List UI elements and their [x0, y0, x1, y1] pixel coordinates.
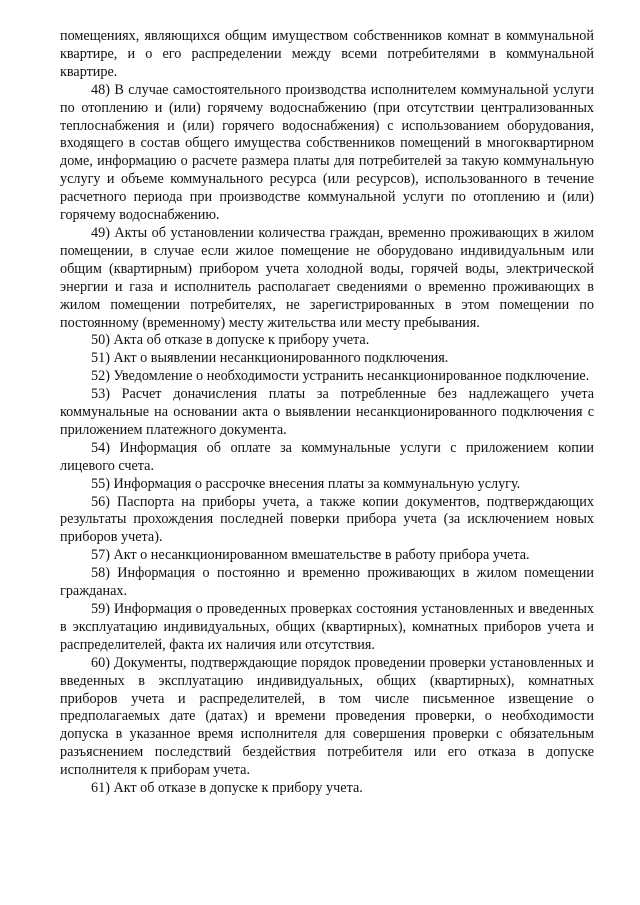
- paragraph-item-50: 50) Акта об отказе в допуске к прибору учета.: [91, 332, 370, 349]
- paragraph-item-61: 61) Акт об отказе в допуске к прибору учета.: [91, 780, 363, 797]
- paragraph-item-55: 55) Информация о рассрочке внесения платы за коммунальную услугу.: [91, 475, 521, 492]
- paragraph-item-53: 53) Расчет доначисления платы за потребленные без надлежащего учета коммунальные на основании акта о выявлении несанкционированного подключения с приложением платежного документа.: [60, 386, 594, 438]
- paragraph-item-59: 59) Информация о проведенных проверках состояния установленных и введенных в эксплуатацию индивидуальных, общих (квартирных), комнатных приборов учета и распределителей, факта их наличия или отсутствия.: [60, 601, 594, 653]
- paragraph-item-56: 56) Паспорта на приборы учета, а также копии документов, подтверждающих результаты прохождения последней поверки прибора учета (за исключением новых приборов учета).: [60, 493, 594, 546]
- paragraph-item-57: 57) Акт о несанкционированном вмешательстве в работу прибора учета.: [91, 547, 530, 564]
- paragraph-item-58: 58) Информация о постоянно и временно проживающих в жилом помещении гражданах.: [60, 565, 594, 600]
- paragraph-item-49: 49) Акты об установлении количества граждан, временно проживающих в жилом помещении, в случае если жилое помещение не оборудовано индивидуальным или общим (квартирным) прибором учета холодной воды, горячей воды, электрической энергии и газа и исполнитель располагает сведениями о временно проживающих в жилом помещении потребителях, не зарегистрированных в этом помещении по постоянному (временному) месту жительства или месту пребывания.: [60, 224, 594, 331]
- paragraph-item-54: 54) Информация об оплате за коммунальные услуги с приложением копии лицевого счета.: [60, 439, 594, 474]
- paragraph-item-52: 52) Уведомление о необходимости устранить несанкционированное подключение.: [91, 368, 590, 385]
- paragraph-continuation: помещениях, являющихся общим имуществом собственников комнат в коммунальной квартире, и о его распределении между всеми потребителями в коммунальной квартире.: [60, 28, 594, 80]
- paragraph-item-60: 60) Документы, подтверждающие порядок проведении проверки установленных и введенных в эксплуатацию индивидуальных, общих (квартирных), комнатных приборов учета и распределителей, в том числе письменное извещение о предполагаемых дате (датах) и времени проведения проверки, о необходимости допуска в указанное время исполнителя для совершения проверки с обязательным разъяснением последствий бездействия потребителя или его отказа в допуске исполнителя к приборам учета.: [60, 654, 594, 779]
- paragraph-item-51: 51) Акт о выявлении несанкционированного подключения.: [91, 350, 449, 367]
- paragraph-item-48: 48) В случае самостоятельного производства исполнителем коммунальной услуги по отоплению и (или) горячему водоснабжению (при отсутствии централизованных теплоснабжения и (или) горячего водоснабжения) с использованием оборудования, входящего в состав общего имущества собственников помещений в многоквартирном доме, информацию о расчете размера платы для потребителей за такую коммунальную услугу и объеме коммунального ресурса (или ресурсов), использованного в течение расчетного периода при производстве коммунальной услуги по отоплению и (или) горячему водоснабжению.: [60, 81, 594, 224]
